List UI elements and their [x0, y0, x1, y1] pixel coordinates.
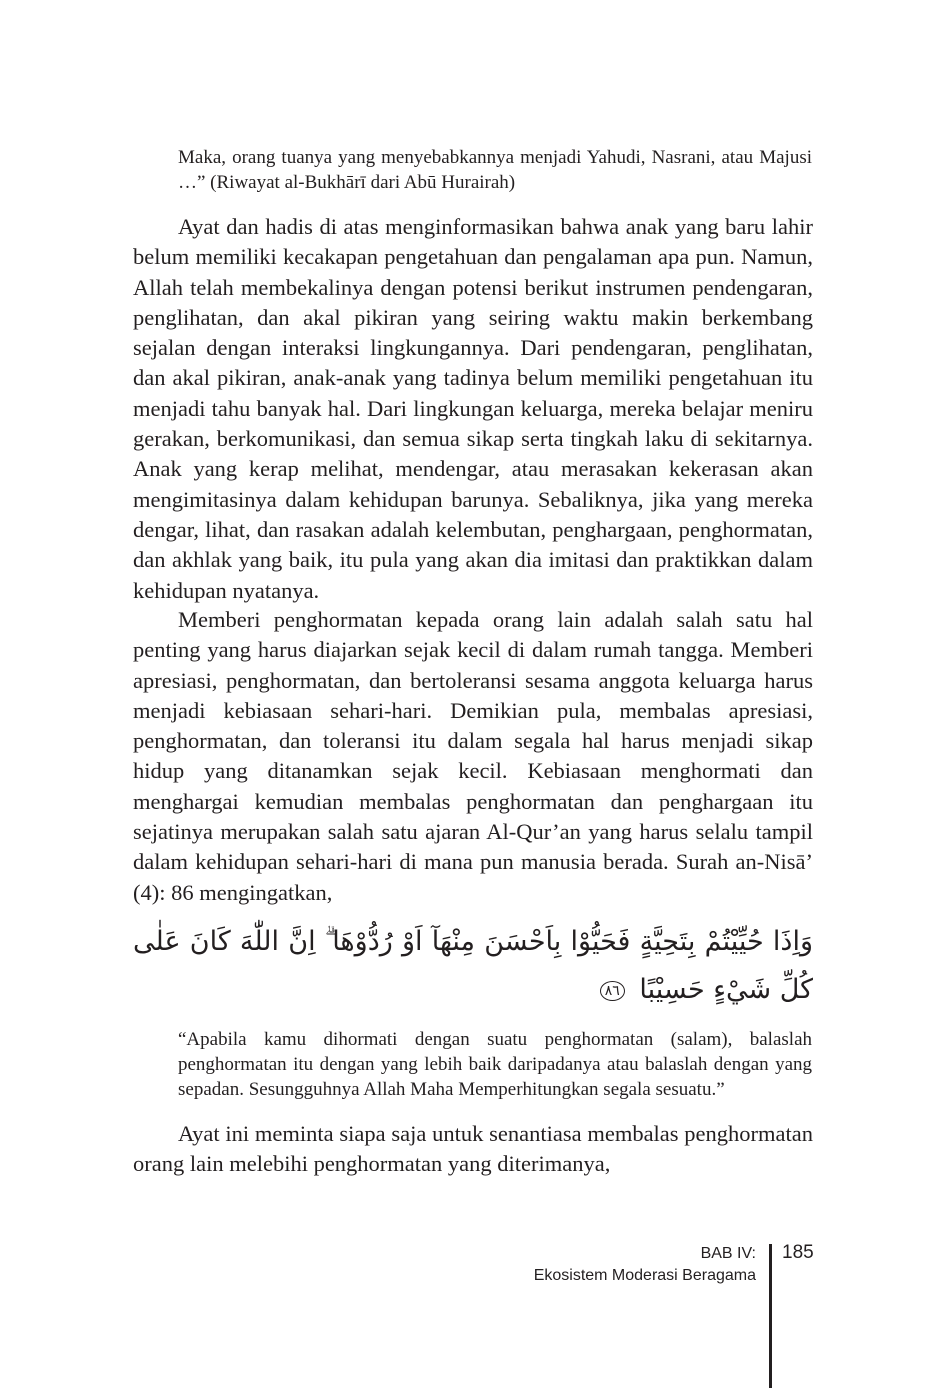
body-paragraph: Memberi penghormatan kepada orang lain adalah salah satu hal penting yang harus diajarkan sejak kecil di dalam rumah tangga. Memberi apresiasi, penghormatan, dan bertoleransi sesama anggota keluarga harus menjadi kebiasaan sehari-hari. Demikian pula, membalas apresiasi, penghormatan, dan toleransi itu dalam segala hal harus menjadi sikap hidup yang ditanamkan sejak kecil. Kebiasaan menghormati dan menghargai kemudian membalas penghormatan dan penghargaan itu sejatinya merupakan salah satu ajaran Al-Qur’an yang harus selalu tampil dalam kehidupan sehari-hari di mana pun manusia berada. Surah an-Nisā’ (4): 86 mengingatkan, — [133, 607, 813, 905]
footer-divider — [769, 1244, 772, 1388]
quran-verse-arabic — [133, 918, 813, 1014]
body-paragraph: Ayat dan hadis di atas menginformasikan bahwa anak yang baru lahir belum memiliki kecakapan pengetahuan dan pengalaman apa pun. Namun, Allah telah membekalinya dengan potensi berikut instrumen pendengaran, penglihatan, dan akal pikiran yang seiring waktu makin berkembang sejalan dengan interaksi lingkungannya. Dari pendengaran, penglihatan, dan akal pikiran, anak-anak yang tadinya belum memiliki pengetahuan itu menjadi tahu banyak hal. Dari lingkungan keluarga, mereka belajar meniru gerakan, berkomunikasi, dan semua sikap serta tingkah laku di sekitarnya. Anak yang kerap melihat, mendengar, atau merasakan kekerasan akan mengimitasinya dalam kehidupan barunya. Sebaliknya, jika yang mereka dengar, lihat, dan rasakan adalah kelembutan, penghargaan, penghormatan, dan akhlak yang baik, itu pula yang akan dia imitasi dan praktikkan dalam kehidupan nyatanya. — [133, 214, 813, 603]
chapter-label: BAB IV: — [700, 1245, 756, 1262]
page-number: 185 — [782, 1242, 814, 1263]
verse-translation: “Apabila kamu dihormati dengan suatu penghormatan (salam), balaslah penghormatan itu dengan yang lebih baik daripadanya atau balaslah dengan yang sepadan. Sesungguhnya Allah Maha Memperhitungkan segala sesuatu.” — [178, 1029, 812, 1100]
ayah-number-marker: ٨٦ — [600, 981, 625, 1001]
arabic-verse-text: وَاِذَا حُيِّيْتُمْ بِتَحِيَّةٍ فَحَيُّوْا بِاَحْسَنَ مِنْهَآ اَوْ رُدُّوْهَا ۗ اِنَّ اللّٰهَ كَانَ عَلٰى كُلِّ شَيْءٍ حَسِيْبًا — [133, 926, 813, 1005]
hadith-quote-ending: Maka, orang tuanya yang menyebabkannya menjadi Yahudi, Nasrani, atau Majusi …” (Riwayat al-Bukhārī dari Abū Hurairah) — [178, 147, 812, 193]
chapter-title: Ekosistem Moderasi Beragama — [533, 1267, 756, 1284]
body-paragraph: Ayat ini meminta siapa saja untuk senantiasa membalas penghormatan orang lain melebihi penghormatan yang diterimanya, — [133, 1121, 813, 1177]
running-footer — [534, 1243, 756, 1287]
